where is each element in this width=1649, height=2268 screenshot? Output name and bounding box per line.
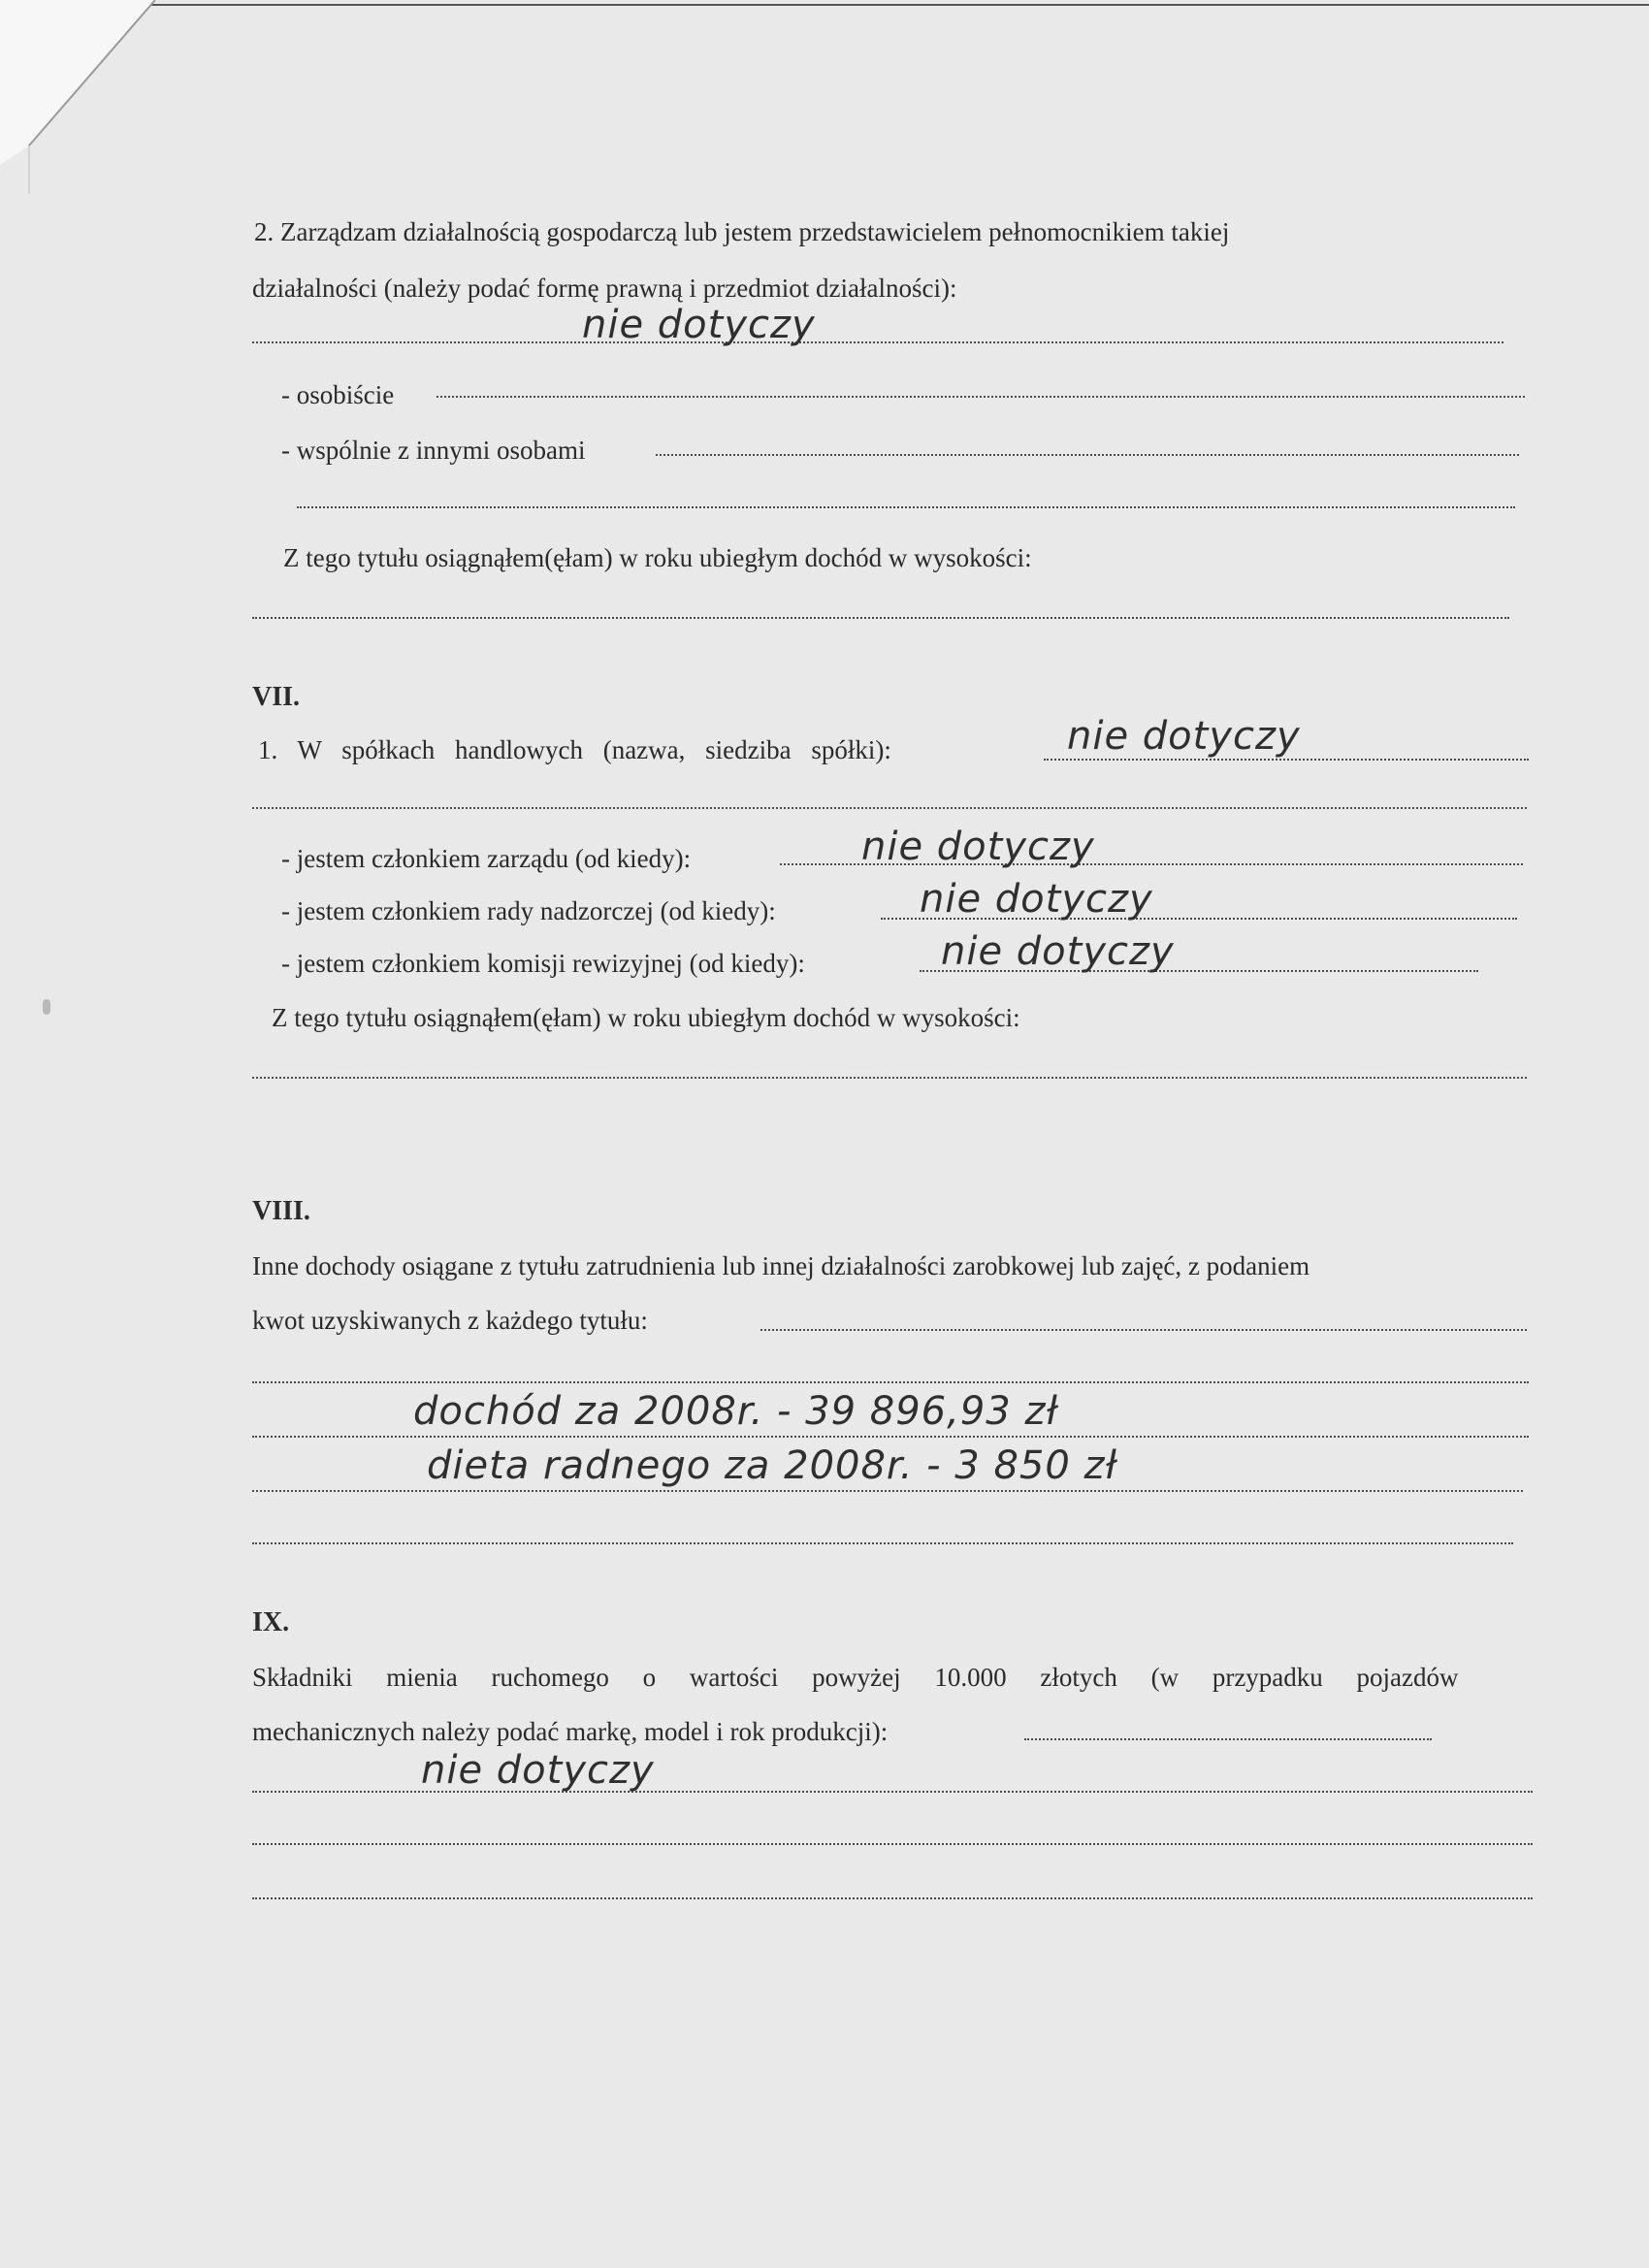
folded-corner-shadow [0,0,194,194]
sec6-item2-line1: 2. Zarządzam działalnością gospodarczą lub jestem przedstawicielem pełnomocnikiem takiej [254,217,1230,246]
page-edge-line [146,4,1649,6]
sec7-income-line [252,1077,1527,1079]
scan-artifact [43,999,50,1015]
sec7-item1-label: 1. W spółkach handlowych (nazwa, siedziba spółki): [258,735,891,764]
sec8-line2-dots [760,1329,1527,1331]
handwritten-answer: nie dotyczy [920,877,1153,922]
handwritten-answer: dochód za 2008r. - 39 896,93 zł [413,1389,1058,1434]
handwritten-answer: nie dotyczy [421,1748,655,1793]
wspolnie-line [656,454,1519,456]
sec9-answer-line-2 [252,1843,1533,1845]
zarzad-label: - jestem członkiem zarządu (od kiedy): [281,844,692,873]
komisja-label: - jestem członkiem komisji rewizyjnej (od kiedy): [281,949,805,978]
sec9-heading: IX. [252,1607,290,1637]
sec9-answer-line-3 [252,1897,1533,1899]
sec8-line2: kwot uzyskiwanych z każdego tytułu: [252,1306,648,1335]
sec9-line2: mechanicznych należy podać markę, model i rok produkcji): [252,1717,889,1746]
handwritten-answer: nie dotyczy [861,825,1095,869]
handwritten-answer: nie dotyczy [582,303,816,347]
handwritten-answer: dieta radnego za 2008r. - 3 850 zł [427,1443,1117,1488]
sec8-answer-line-1 [252,1381,1529,1383]
wspolnie-line-2 [297,506,1515,508]
sec8-line1: Inne dochody osiągane z tytułu zatrudnienia lub innej działalności zarobkowej lub zajęć, z podaniem [252,1251,1310,1280]
rada-label: - jestem członkiem rady nadzorczej (od kiedy): [281,896,776,925]
sec6-income-line [252,617,1509,619]
sec6-income-label: Z tego tytułu osiągnąłem(ęłam) w roku ubiegłym dochód w wysokości: [283,543,1032,572]
sec6-item2-line2: działalności (należy podać formę prawną i przedmiot działalności): [252,274,957,303]
sec9-line1: Składniki mienia ruchomego o wartości powyżej 10.000 złotych (w przypadku pojazdów [252,1663,1459,1692]
osobiscie-line [436,396,1525,398]
sec7-item1-line-2 [252,807,1527,809]
sec9-line2-dots [1024,1738,1432,1740]
sec7-heading: VII. [252,682,301,712]
wspolnie-label: - wspólnie z innymi osobami [281,436,586,465]
sec8-answer-line-2 [252,1436,1529,1438]
sec8-answer-line-4 [252,1542,1513,1544]
sec8-heading: VIII. [252,1196,310,1226]
sec7-income-label: Z tego tytułu osiągnąłem(ęłam) w roku ubiegłym dochód w wysokości: [272,1003,1020,1032]
handwritten-answer: nie dotyczy [1067,714,1301,759]
osobiscie-label: - osobiście [281,380,395,409]
handwritten-answer: nie dotyczy [941,929,1175,974]
sec8-answer-line-3 [252,1490,1523,1492]
answer-line [252,341,1504,343]
sec7-item1-line [1044,759,1529,761]
